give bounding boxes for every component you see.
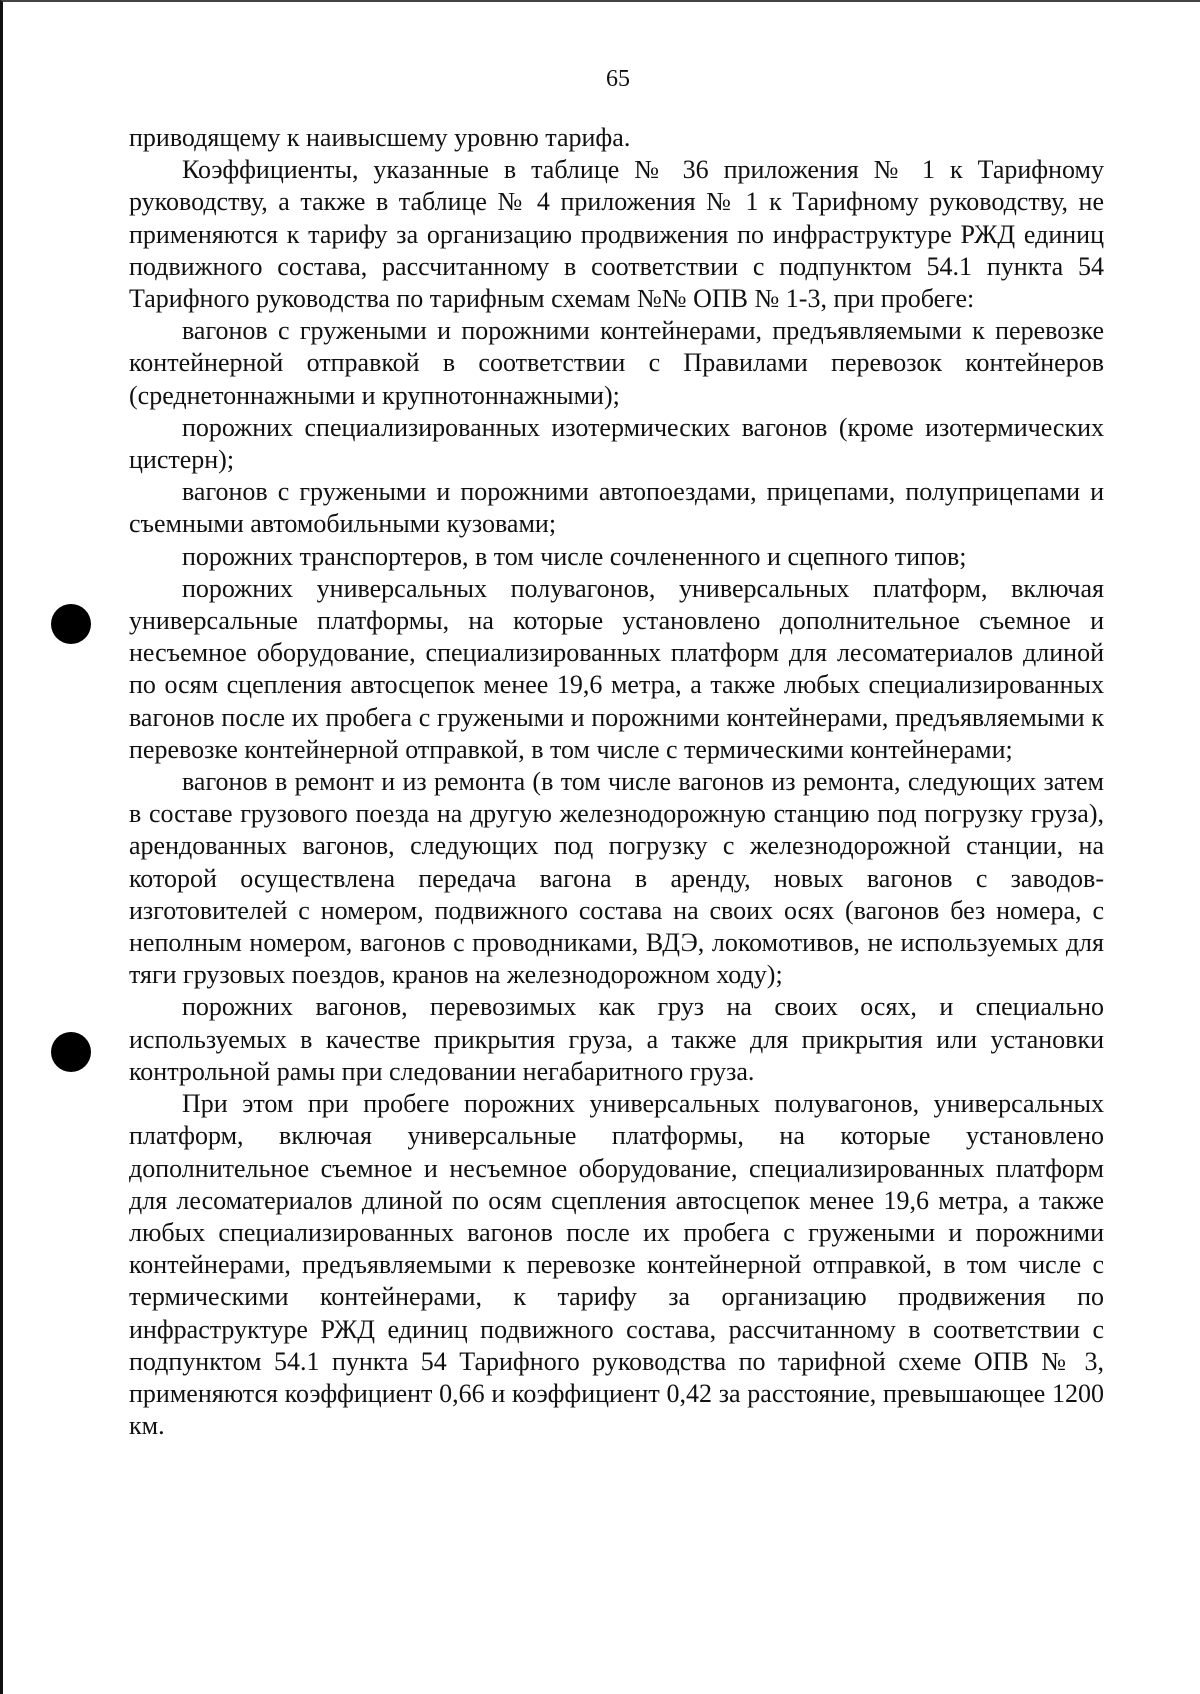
- list-item-autotrain-wagons: вагонов с гружеными и порожними автопоездами, прицепами, полуприцепами и съемными автомобильными кузовами;: [129, 477, 1104, 539]
- document-body: [129, 122, 1104, 1442]
- page-number: 65: [606, 66, 630, 92]
- paragraph-coefficients-intro: Коэффициенты, указанные в таблице № 36 приложения № 1 к Тарифному руководству, а также в таблице № 4 приложения № 1 к Тарифному руководству, не применяются к тарифу за организацию продвижения по инфраструктуре РЖД единиц подвижного состава, рассчитанному в соответствии с подпунктом 54.1 пункта 54 Тарифного руководства по тарифным схемам №№ ОПВ № 1-3, при пробеге:: [129, 155, 1104, 314]
- punch-hole-mark: [51, 1032, 91, 1072]
- paragraph-coefficient-rule: При этом при пробеге порожних универсальных полувагонов, универсальных платформ, включая универсальные платформы, на которые установлено дополнительное съемное и несъемное оборудование, специализированных платформ для лесоматериалов длиной по осям сцепления автосцепок менее 19,6 метра, а также любых специализированных вагонов после их пробега с гружеными и порожними контейнерами, предъявляемыми к перевозке контейнерной отправкой, в том числе с термическими контейнерами, к тарифу за организацию продвижения по инфраструктуре РЖД единиц подвижного состава, рассчитанному в соответствии с подпунктом 54.1 пункта 54 Тарифного руководства по тарифной схеме ОПВ № 3, применяются коэффициент 0,66 и коэффициент 0,42 за расстояние, превышающее 1200 км.: [129, 1089, 1104, 1441]
- list-item-repair-wagons: вагонов в ремонт и из ремонта (в том числе вагонов из ремонта, следующих затем в составе грузового поезда на другую железнодорожную станцию под погрузку груза), арендованных вагонов, следующих под погрузку с железнодорожной станции, на которой осуществлена передача вагона в аренду, новых вагонов с заводов-изготовителей с номером, подвижного состава на своих осях (вагонов без номера, с неполным номером, вагонов с проводниками, ВДЭ, локомотивов, не используемых для тяги грузовых поездов, кранов на железнодорожном ходу);: [129, 767, 1104, 990]
- list-item-isothermal-wagons: порожних специализированных изотермических вагонов (кроме изотермических цистерн);: [129, 412, 1104, 475]
- list-item-transporters: порожних транспортеров, в том числе сочлененного и сцепного типов;: [182, 541, 967, 571]
- list-item-cover-wagons: порожних вагонов, перевозимых как груз на своих осях, и специально используемых в качестве прикрытия груза, а также для прикрытия или установки контрольной рамы при следовании негабаритного груза.: [129, 992, 1104, 1086]
- list-item-universal-wagons: порожних универсальных полувагонов, универсальных платформ, включая универсальные платформы, на которые установлено дополнительное съемное и несъемное оборудование, специализированных платформ для лесоматериалов длиной по осям сцепления автосцепок менее 19,6 метра, а также любых специализированных вагонов после их пробега с гружеными и порожними контейнерами, предъявляемыми к перевозке контейнерной отправкой, в том числе с термическими контейнерами;: [129, 573, 1104, 764]
- punch-hole-mark: [51, 604, 91, 644]
- list-item-container-wagons: вагонов с гружеными и порожними контейнерами, предъявляемыми к перевозке контейнерной отправкой в соответствии с Правилами перевозок контейнеров (среднетоннажными и крупнотоннажными);: [129, 316, 1104, 410]
- paragraph-continuation: приводящему к наивысшему уровню тарифа.: [129, 123, 631, 152]
